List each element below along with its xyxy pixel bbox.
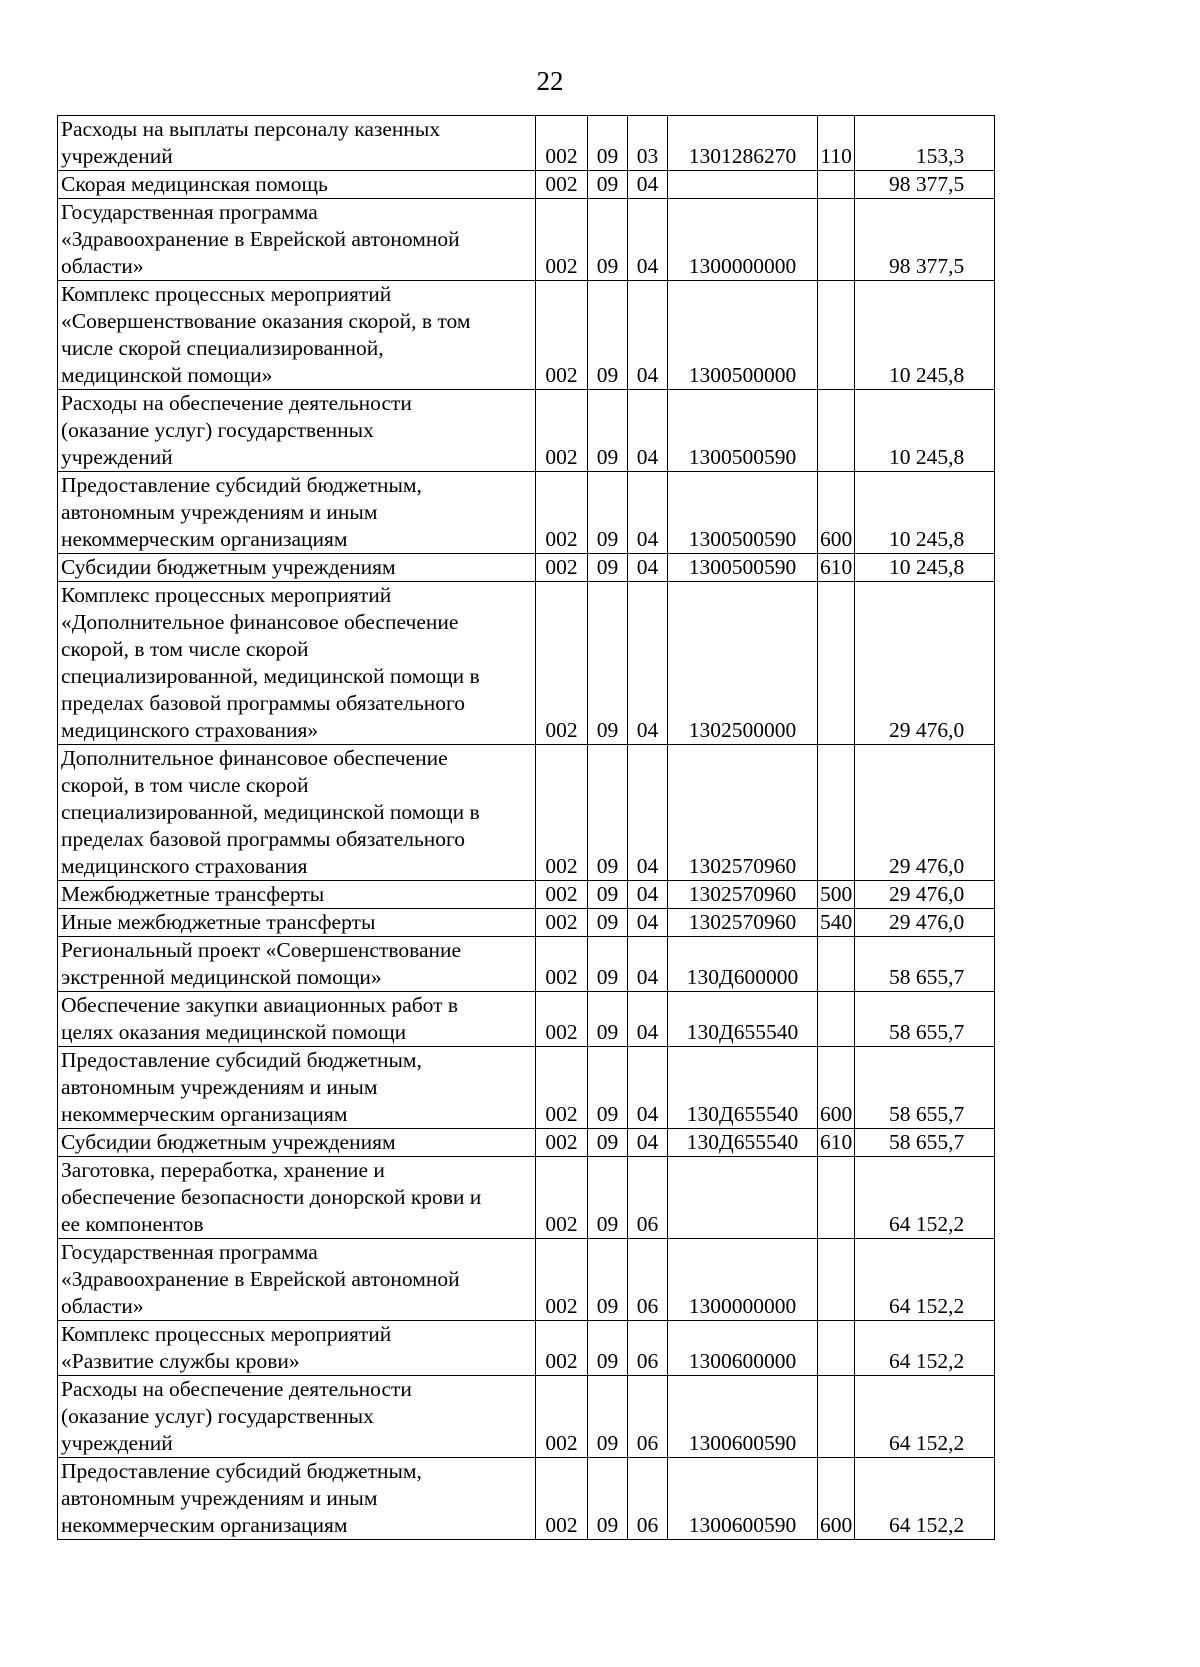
table-row: [58, 472, 995, 554]
ministry-code-cell: 002: [536, 1458, 588, 1540]
ministry-code-cell: 002: [536, 1376, 588, 1458]
expense-name-cell: Предоставление субсидий бюджетным, автономным учреждениям и иным некоммерческим организациям: [58, 1458, 536, 1540]
amount-cell: 10 245,8: [855, 554, 995, 582]
target-article-cell: 130Д655540: [668, 1047, 818, 1129]
expense-type-cell: [818, 171, 855, 199]
section-code-cell: 09: [588, 1376, 628, 1458]
target-article-cell: [668, 171, 818, 199]
page-number: 22: [536, 66, 564, 96]
budget-table: [57, 115, 995, 1540]
expense-type-cell: [818, 1376, 855, 1458]
expense-name-cell: Межбюджетные трансферты: [58, 881, 536, 909]
subsection-code-cell: 04: [628, 554, 668, 582]
ministry-code-cell: 002: [536, 1157, 588, 1239]
table-row: [58, 992, 995, 1047]
expense-name-cell: Государственная программа «Здравоохранение в Еврейской автономной области»: [58, 1239, 536, 1321]
amount-cell: 58 655,7: [855, 1129, 995, 1157]
table-row: [58, 554, 995, 582]
amount-cell: 29 476,0: [855, 745, 995, 881]
table-row: [58, 582, 995, 745]
table-row: [58, 1458, 995, 1540]
ministry-code-cell: 002: [536, 881, 588, 909]
section-code-cell: 09: [588, 909, 628, 937]
expense-type-cell: 610: [818, 1129, 855, 1157]
target-article-cell: 130Д600000: [668, 937, 818, 992]
table-row: [58, 171, 995, 199]
expense-name-cell: Комплекс процессных мероприятий «Дополнительное финансовое обеспечение скорой, в том числе скорой специализированной, медицинской помощи в пределах базовой программы обязательного медицинского страхования»: [58, 582, 536, 745]
section-code-cell: 09: [588, 1157, 628, 1239]
section-code-cell: 09: [588, 1458, 628, 1540]
amount-cell: 58 655,7: [855, 992, 995, 1047]
table-row: [58, 909, 995, 937]
section-code-cell: 09: [588, 1047, 628, 1129]
target-article-cell: 1300600590: [668, 1458, 818, 1540]
expense-name-cell: Обеспечение закупки авиационных работ в целях оказания медицинской помощи: [58, 992, 536, 1047]
target-article-cell: 1300500590: [668, 390, 818, 472]
expense-name-cell: Дополнительное финансовое обеспечение скорой, в том числе скорой специализированной, медицинской помощи в пределах базовой программы обязательного медицинского страхования: [58, 745, 536, 881]
target-article-cell: 1300600590: [668, 1376, 818, 1458]
expense-name-cell: Скорая медицинская помощь: [58, 171, 536, 199]
expense-type-cell: [818, 1239, 855, 1321]
ministry-code-cell: 002: [536, 582, 588, 745]
section-code-cell: 09: [588, 1129, 628, 1157]
expense-name-cell: Субсидии бюджетным учреждениям: [58, 554, 536, 582]
section-code-cell: 09: [588, 1239, 628, 1321]
subsection-code-cell: 04: [628, 390, 668, 472]
expense-name-cell: Комплекс процессных мероприятий «Совершенствование оказания скорой, в том числе скорой специализированной, медицинской помощи»: [58, 281, 536, 390]
table-row: [58, 1047, 995, 1129]
table-row: [58, 937, 995, 992]
target-article-cell: 1300500000: [668, 281, 818, 390]
amount-cell: 29 476,0: [855, 881, 995, 909]
target-article-cell: 130Д655540: [668, 1129, 818, 1157]
expense-name-cell: Субсидии бюджетным учреждениям: [58, 1129, 536, 1157]
expense-type-cell: [818, 1321, 855, 1376]
ministry-code-cell: 002: [536, 390, 588, 472]
expense-type-cell: 500: [818, 881, 855, 909]
section-code-cell: 09: [588, 116, 628, 171]
ministry-code-cell: 002: [536, 745, 588, 881]
section-code-cell: 09: [588, 937, 628, 992]
subsection-code-cell: 04: [628, 199, 668, 281]
subsection-code-cell: 06: [628, 1321, 668, 1376]
subsection-code-cell: 03: [628, 116, 668, 171]
section-code-cell: 09: [588, 554, 628, 582]
table-row: [58, 1321, 995, 1376]
subsection-code-cell: 04: [628, 171, 668, 199]
subsection-code-cell: 04: [628, 1047, 668, 1129]
amount-cell: 64 152,2: [855, 1321, 995, 1376]
target-article-cell: 130Д655540: [668, 992, 818, 1047]
expense-type-cell: 610: [818, 554, 855, 582]
expense-type-cell: [818, 199, 855, 281]
table-row: [58, 1376, 995, 1458]
subsection-code-cell: 06: [628, 1157, 668, 1239]
subsection-code-cell: 06: [628, 1239, 668, 1321]
target-article-cell: 1300500590: [668, 554, 818, 582]
expense-type-cell: [818, 937, 855, 992]
ministry-code-cell: 002: [536, 1321, 588, 1376]
section-code-cell: 09: [588, 171, 628, 199]
table-row: [58, 1157, 995, 1239]
subsection-code-cell: 06: [628, 1376, 668, 1458]
target-article-cell: 1300000000: [668, 1239, 818, 1321]
section-code-cell: 09: [588, 1321, 628, 1376]
amount-cell: 10 245,8: [855, 472, 995, 554]
table-row: [58, 390, 995, 472]
target-article-cell: 1300000000: [668, 199, 818, 281]
subsection-code-cell: 04: [628, 909, 668, 937]
expense-type-cell: [818, 992, 855, 1047]
subsection-code-cell: 04: [628, 881, 668, 909]
ministry-code-cell: 002: [536, 937, 588, 992]
target-article-cell: 1302570960: [668, 909, 818, 937]
subsection-code-cell: 06: [628, 1458, 668, 1540]
amount-cell: 58 655,7: [855, 937, 995, 992]
target-article-cell: 1302570960: [668, 745, 818, 881]
expense-name-cell: Государственная программа «Здравоохранение в Еврейской автономной области»: [58, 199, 536, 281]
amount-cell: 58 655,7: [855, 1047, 995, 1129]
table-row: [58, 1239, 995, 1321]
target-article-cell: 1302570960: [668, 881, 818, 909]
table-row: [58, 281, 995, 390]
expense-type-cell: 600: [818, 1458, 855, 1540]
ministry-code-cell: 002: [536, 171, 588, 199]
section-code-cell: 09: [588, 992, 628, 1047]
target-article-cell: 1302500000: [668, 582, 818, 745]
expense-type-cell: [818, 390, 855, 472]
subsection-code-cell: 04: [628, 1129, 668, 1157]
ministry-code-cell: 002: [536, 909, 588, 937]
target-article-cell: 1300500590: [668, 472, 818, 554]
amount-cell: 64 152,2: [855, 1157, 995, 1239]
expense-name-cell: Предоставление субсидий бюджетным, автономным учреждениям и иным некоммерческим организациям: [58, 1047, 536, 1129]
amount-cell: 64 152,2: [855, 1376, 995, 1458]
ministry-code-cell: 002: [536, 472, 588, 554]
amount-cell: 64 152,2: [855, 1458, 995, 1540]
subsection-code-cell: 04: [628, 992, 668, 1047]
amount-cell: 29 476,0: [855, 582, 995, 745]
subsection-code-cell: 04: [628, 582, 668, 745]
table-row: [58, 199, 995, 281]
target-article-cell: 1300600000: [668, 1321, 818, 1376]
amount-cell: 153,3: [855, 116, 995, 171]
expense-type-cell: 110: [818, 116, 855, 171]
ministry-code-cell: 002: [536, 281, 588, 390]
expense-name-cell: Заготовка, переработка, хранение и обеспечение безопасности донорской крови и ее компонентов: [58, 1157, 536, 1239]
expense-type-cell: [818, 1157, 855, 1239]
table-row: [58, 116, 995, 171]
section-code-cell: 09: [588, 582, 628, 745]
ministry-code-cell: 002: [536, 1047, 588, 1129]
subsection-code-cell: 04: [628, 937, 668, 992]
expense-name-cell: Расходы на обеспечение деятельности (оказание услуг) государственных учреждений: [58, 390, 536, 472]
section-code-cell: 09: [588, 745, 628, 881]
subsection-code-cell: 04: [628, 745, 668, 881]
section-code-cell: 09: [588, 199, 628, 281]
ministry-code-cell: 002: [536, 1239, 588, 1321]
ministry-code-cell: 002: [536, 992, 588, 1047]
section-code-cell: 09: [588, 281, 628, 390]
expense-type-cell: [818, 745, 855, 881]
subsection-code-cell: 04: [628, 281, 668, 390]
expense-type-cell: 600: [818, 472, 855, 554]
amount-cell: 10 245,8: [855, 390, 995, 472]
ministry-code-cell: 002: [536, 199, 588, 281]
expense-type-cell: [818, 582, 855, 745]
expense-name-cell: Комплекс процессных мероприятий «Развитие службы крови»: [58, 1321, 536, 1376]
ministry-code-cell: 002: [536, 116, 588, 171]
expense-type-cell: 540: [818, 909, 855, 937]
amount-cell: 10 245,8: [855, 281, 995, 390]
expense-type-cell: [818, 281, 855, 390]
target-article-cell: 1301286270: [668, 116, 818, 171]
section-code-cell: 09: [588, 881, 628, 909]
amount-cell: 29 476,0: [855, 909, 995, 937]
section-code-cell: 09: [588, 472, 628, 554]
expense-type-cell: 600: [818, 1047, 855, 1129]
amount-cell: 98 377,5: [855, 171, 995, 199]
amount-cell: 64 152,2: [855, 1239, 995, 1321]
expense-name-cell: Иные межбюджетные трансферты: [58, 909, 536, 937]
section-code-cell: 09: [588, 390, 628, 472]
table-row: [58, 745, 995, 881]
subsection-code-cell: 04: [628, 472, 668, 554]
expense-name-cell: Предоставление субсидий бюджетным, автономным учреждениям и иным некоммерческим организациям: [58, 472, 536, 554]
table-row: [58, 881, 995, 909]
table-row: [58, 1129, 995, 1157]
amount-cell: 98 377,5: [855, 199, 995, 281]
budget-table-body: [58, 116, 995, 1540]
target-article-cell: [668, 1157, 818, 1239]
expense-name-cell: Региональный проект «Совершенствование экстренной медицинской помощи»: [58, 937, 536, 992]
expense-name-cell: Расходы на выплаты персоналу казенных учреждений: [58, 116, 536, 171]
expense-name-cell: Расходы на обеспечение деятельности (оказание услуг) государственных учреждений: [58, 1376, 536, 1458]
ministry-code-cell: 002: [536, 1129, 588, 1157]
ministry-code-cell: 002: [536, 554, 588, 582]
